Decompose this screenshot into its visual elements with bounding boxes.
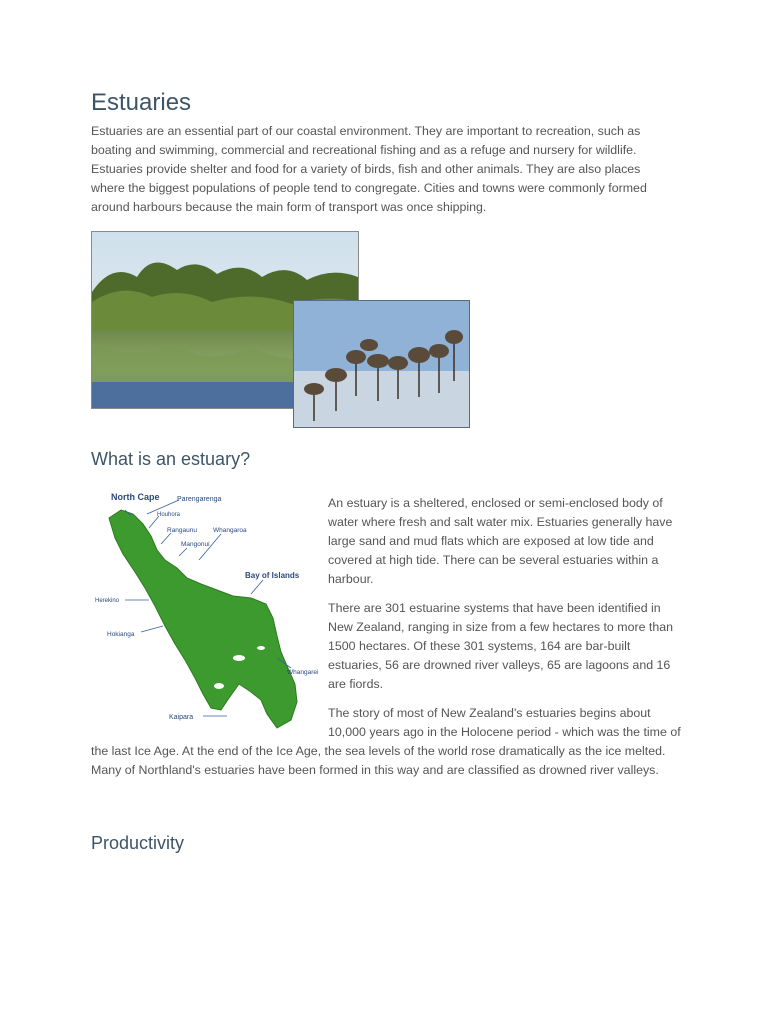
intro-paragraph: Estuaries are an essential part of our coastal environment. They are important to recreation, such as boating and swimming, commercial and recreational fishing and as a refuge and nursery for wildlife. Estuaries provide shelter and food for a variety of birds, fish and other animals. They are also places where the biggest populations of people tend to congregate. Cities and towns were commonly formed around harbours because the main form of transport was once shipping. [91, 124, 647, 214]
estuary-history-paragraph: The story of most of New Zealand's estuaries begins about 10,000 years ago in the Holocene period - which was the time of the last Ice Age. At the end of the Ice Age, the sea levels of the world rose dramatically as the ice melted. Many of Northland's estuaries have been formed in this way and are classified as drowned river valleys. [91, 706, 681, 777]
map-label-houhora: Houhora [157, 512, 181, 518]
section-heading-what-is-an-estuary: What is an estuary? [91, 449, 251, 469]
northland-estuaries-map [91, 488, 319, 733]
map-label-kaipara: Kaipara [169, 714, 194, 721]
map-label-whangarei: Whangarei [287, 669, 319, 676]
article [91, 88, 681, 854]
map-label-whangaroa: Whangaroa [213, 527, 247, 534]
estuary-statistics-paragraph: There are 301 estuarine systems that have been identified in New Zealand, ranging in size from a few hectares to more than 1500 hectares. Of these 301 systems, 164 are bar-built estuaries, 56 are drowned river valleys, 65 are lagoons and 16 are fiords. [328, 601, 674, 691]
map-label-rangaunu: Rangaunu [167, 527, 197, 534]
page-title: Estuaries [91, 89, 192, 116]
map-label-bay-of-islands: Bay of Islands [245, 571, 300, 580]
estuary-photo-collage [91, 231, 469, 431]
estuary-definition-paragraph: An estuary is a sheltered, enclosed or semi-enclosed body of water where fresh and salt water mix. Estuaries generally have large sand and mud flats which are exposed at low tide and covered at high tide. There can be several estuaries within a harbour. [328, 496, 673, 586]
map-label-mangonui: Mangonui [181, 541, 210, 548]
section-what-is-an-estuary [91, 494, 681, 780]
section-heading-productivity: Productivity [91, 833, 185, 853]
map-label-north-cape: North Cape [111, 492, 160, 502]
map-label-hokianga: Hokianga [107, 631, 135, 638]
wading-birds-photo [293, 300, 470, 428]
map-label-herekino: Herekino [95, 598, 120, 604]
map-label-parengarenga: Parengarenga [177, 496, 222, 503]
